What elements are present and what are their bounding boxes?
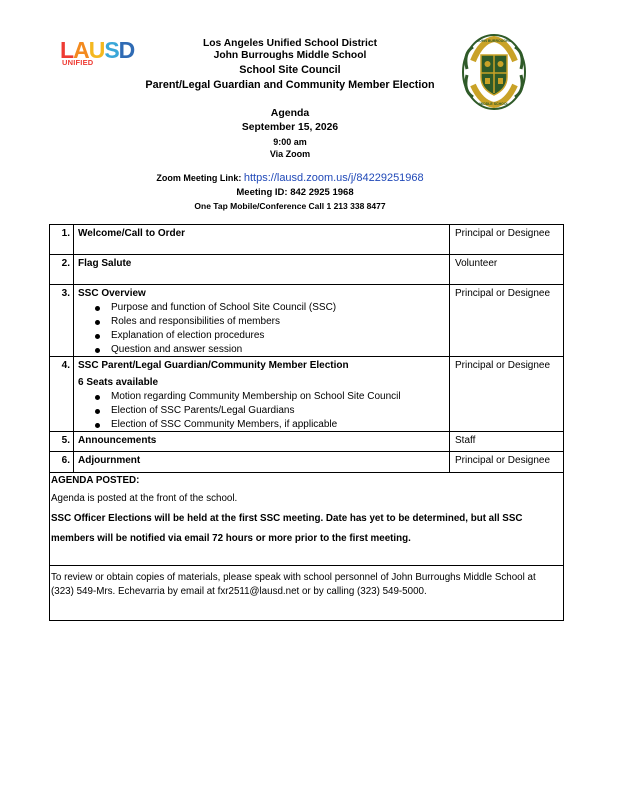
council-name: School Site Council (239, 64, 341, 76)
item-title: Announcements (78, 435, 157, 446)
item-number: 2. (50, 255, 74, 284)
materials-note: To review or obtain copies of materials, please speak with school personnel of John Burroughs Middle School at (323) 549-Mrs. Echevarria by email at fxr2511@lausd.net or by calling (323) 549-5000. (51, 572, 536, 597)
list-item: Election of SSC Community Members, if applicable (111, 418, 449, 432)
item-title: SSC Overview (78, 288, 146, 299)
seal-top-text: JOHN BURROUGHS (477, 39, 511, 43)
item-responsible: Volunteer (455, 258, 498, 269)
item-number: 5. (50, 432, 74, 451)
posted-heading: AGENDA POSTED: (51, 475, 140, 486)
item-subtitle: 6 Seats available (78, 377, 159, 388)
list-item: Question and answer session (111, 343, 449, 357)
item-cell (74, 432, 450, 451)
item-responsible: Staff (455, 435, 476, 446)
item-number: 6. (50, 452, 74, 473)
zoom-line (100, 172, 480, 184)
school-seal-icon (461, 33, 527, 111)
bullet-list (78, 301, 449, 357)
item-title: Welcome/Call to Order (78, 228, 186, 239)
item-number: 4. (50, 357, 74, 431)
election-title: Parent/Legal Guardian and Community Member Election (145, 79, 435, 91)
table-row (50, 285, 563, 357)
agenda-title: Agenda (270, 107, 310, 119)
list-item: Roles and responsibilities of members (111, 315, 449, 329)
list-item: Motion regarding Community Membership on School Site Council (111, 390, 449, 404)
tap-line: One Tap Mobile/Conference Call 1 213 338 8477 (194, 201, 386, 211)
item-responsible: Principal or Designee (455, 360, 551, 371)
bullet-list (78, 390, 449, 432)
logo-wordmark: LAUSD (60, 37, 135, 63)
item-title: Flag Salute (78, 258, 132, 269)
logo-subtitle: UNIFIED (62, 58, 94, 67)
table-row (50, 255, 563, 285)
item-responsible: Principal or Designee (455, 228, 551, 239)
table-row (50, 357, 563, 432)
list-item: Purpose and function of School Site Council (SSC) (111, 301, 449, 315)
divider (50, 565, 563, 566)
zoom-label: Zoom Meeting Link: (156, 173, 242, 183)
district-name: Los Angeles Unified School District (202, 38, 378, 49)
agenda-table (49, 224, 564, 473)
item-responsible: Principal or Designee (455, 455, 551, 466)
item-cell (74, 357, 450, 431)
item-title: SSC Parent/Legal Guardian/Community Member Election (78, 360, 349, 371)
item-number: 1. (50, 225, 74, 254)
list-item: Election of SSC Parents/Legal Guardians (111, 404, 449, 418)
meeting-id: Meeting ID: 842 2925 1968 (236, 187, 354, 198)
table-row (50, 225, 563, 255)
item-cell (74, 225, 450, 254)
item-number: 3. (50, 285, 74, 356)
item-cell (74, 285, 450, 356)
item-responsible: Principal or Designee (455, 288, 551, 299)
zoom-link[interactable]: https://lausd.zoom.us/j/84229251968 (243, 172, 424, 184)
officer-note-line1: SSC Officer Elections will be held at the first SSC meeting. Date has yet to be determined, but all SSC (51, 513, 523, 524)
item-cell (74, 452, 450, 473)
officer-note-line2: members will be notified via email 72 hours or more prior to the first meeting. (51, 533, 411, 544)
table-row (50, 452, 563, 473)
table-row (50, 432, 563, 452)
agenda-date: September 15, 2026 (241, 122, 339, 133)
notes-box (49, 473, 564, 621)
agenda-time: 9:00 am (273, 137, 307, 147)
list-item: Explanation of election procedures (111, 329, 449, 343)
agenda-via: Via Zoom (269, 149, 311, 159)
school-name: John Burroughs Middle School (213, 50, 367, 61)
posted-text: Agenda is posted at the front of the school. (51, 493, 238, 504)
seal-bottom-text: MIDDLE SCHOOL (479, 102, 509, 106)
item-cell (74, 255, 450, 284)
item-title: Adjournment (78, 455, 141, 466)
